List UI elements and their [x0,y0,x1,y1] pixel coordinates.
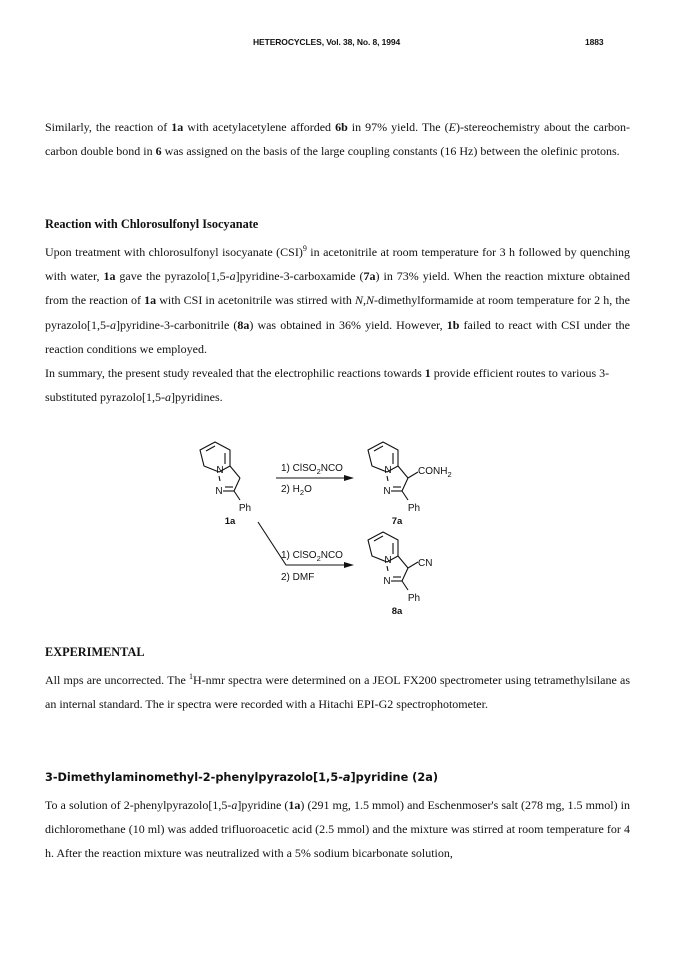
text-run: gave the pyrazolo[1,5- [115,269,230,284]
atom-n2-1a: N [215,486,223,497]
running-header: HETEROCYCLES, Vol. 38, No. 8, 1994 [253,37,401,47]
italic-text: a [231,798,238,812]
text-run: To a solution of 2-phenylpyrazolo[1,5- [45,798,232,812]
compound-ref: 1b [446,317,460,332]
italic-text: N,N [354,293,374,308]
compound-ref: 6b [335,120,348,134]
text-run: ]pyridine (2a) [350,771,438,784]
structure-8a [368,532,418,590]
label-7a: 7a [391,516,403,527]
phenyl-7a: Ph [407,503,421,514]
atom-n2-7a: N [383,486,391,497]
compound-ref: 8a [237,317,250,332]
label-8a: 8a [391,606,403,617]
phenyl-8a: Ph [407,593,421,604]
nitrile-group: CN [418,558,433,569]
paragraph-summary [45,361,630,409]
arrowhead-top [344,475,354,481]
text-run: was assigned on the basis of the large coupling constants (16 Hz) between the olefinic protons. [161,144,620,159]
compound-ref: 1a [103,269,116,284]
text-run: ]pyridine-3-carbonitrile ( [115,317,238,332]
label-1a: 1a [224,516,236,527]
italic-text: a [342,771,351,784]
text-run: In summary, the present study revealed that the electrophilic reactions towards [45,366,425,380]
text-run: Upon treatment with chlorosulfonyl isocyanate (CSI) [45,245,303,259]
text-run: -dimethylformamide at room temperature for 2 h, the pyrazolo[1,5- [45,293,631,332]
compound-ref: 1 [424,366,431,380]
atom-n1-1a: N [216,465,224,476]
paragraph-csi-reaction [45,240,630,361]
text-run: )-stereochemistry about the carbon-carbon double bond in [45,120,630,159]
carboxamide-group: $CONH_2$ [418,466,452,479]
page-number: 1883 [585,37,604,47]
compound-ref: 1a [171,120,184,134]
text-run: ) in 73% yield. When the reaction mixture obtained from the reaction of [45,269,630,308]
phenyl-1a: Ph [238,503,252,514]
structure-7a [368,442,418,500]
reagent-bottom-step1: 1) ClSO$_2$NCO [281,550,343,563]
paragraph-procedure-2a [45,793,630,866]
atom-n1-8a: N [384,555,392,566]
text-run: ) (291 mg, 1.5 mmol) and Eschenmoser's salt (278 mg, 1.5 mmol) in dichloromethane (10 ml) was added trifluoroacetic acid (2.5 mmol) and the mixture was stirred at room temperature for 4 h. After the reaction mixture was neutralized with a 5% sodium bicarbonate solution, [45,798,630,861]
text-run: ]pyridines. [170,390,223,405]
paragraph-stereochemistry [45,115,630,163]
paragraph-instruments [45,668,630,716]
text-run: H-nmr spectra were determined on a JEOL FX200 spectrometer using tetramethylsilane as an internal standard. The ir spectra were recorded with a Hitachi EPI-G2 spectrophotometer. [45,673,630,712]
reaction-scheme [180,432,480,654]
text-run: ]pyridine-3-carboxamide ( [235,269,364,284]
text-run: 3-Dimethylaminomethyl-2-phenylpyrazolo[1,5- [45,771,343,784]
arrowhead-bottom [344,562,354,568]
reagent-top-step1: 1) ClSO$_2$NCO [281,463,343,476]
superscript: 9 [302,244,307,253]
italic-text: a [164,390,171,405]
text-run: ) was obtained in 36% yield. However, [249,317,447,332]
text-run: with CSI in acetonitrile was stirred with [156,293,355,308]
text-run: in 97% yield. The ( [347,120,449,134]
italic-text: a [229,269,236,284]
text-run: with acetylacetylene afforded [183,120,336,134]
section-heading-csi: Reaction with Chlorosulfonyl Isocyanate [45,217,259,231]
superscript: 1 [188,672,193,681]
compound-ref: 1a [288,798,301,812]
italic-text: E [448,120,456,134]
text-run: failed to react with CSI under the reaction conditions we employed. [45,317,631,356]
italic-text: a [109,317,116,332]
atom-n1-7a: N [384,465,392,476]
compound-ref: 1a [144,293,157,308]
text-run: All mps are uncorrected. The [45,673,189,687]
text-run: provide efficient routes to various 3-substituted pyrazolo[1,5- [45,366,610,405]
reagent-top-step2: 2) $H_2O$ [281,484,312,497]
section-heading-compound-2a [45,771,438,784]
text-run: ]pyridine ( [237,798,289,812]
text-run: in acetonitrile at room temperature for 3 h followed by quenching with water, [45,245,631,284]
section-heading-experimental: EXPERIMENTAL [45,645,145,659]
compound-ref: 6 [155,144,162,159]
text-run: Similarly, the reaction of [45,120,172,134]
atom-n2-8a: N [383,576,391,587]
compound-ref: 7a [363,269,376,284]
reagent-bottom-step2: 2) DMF [281,572,315,583]
